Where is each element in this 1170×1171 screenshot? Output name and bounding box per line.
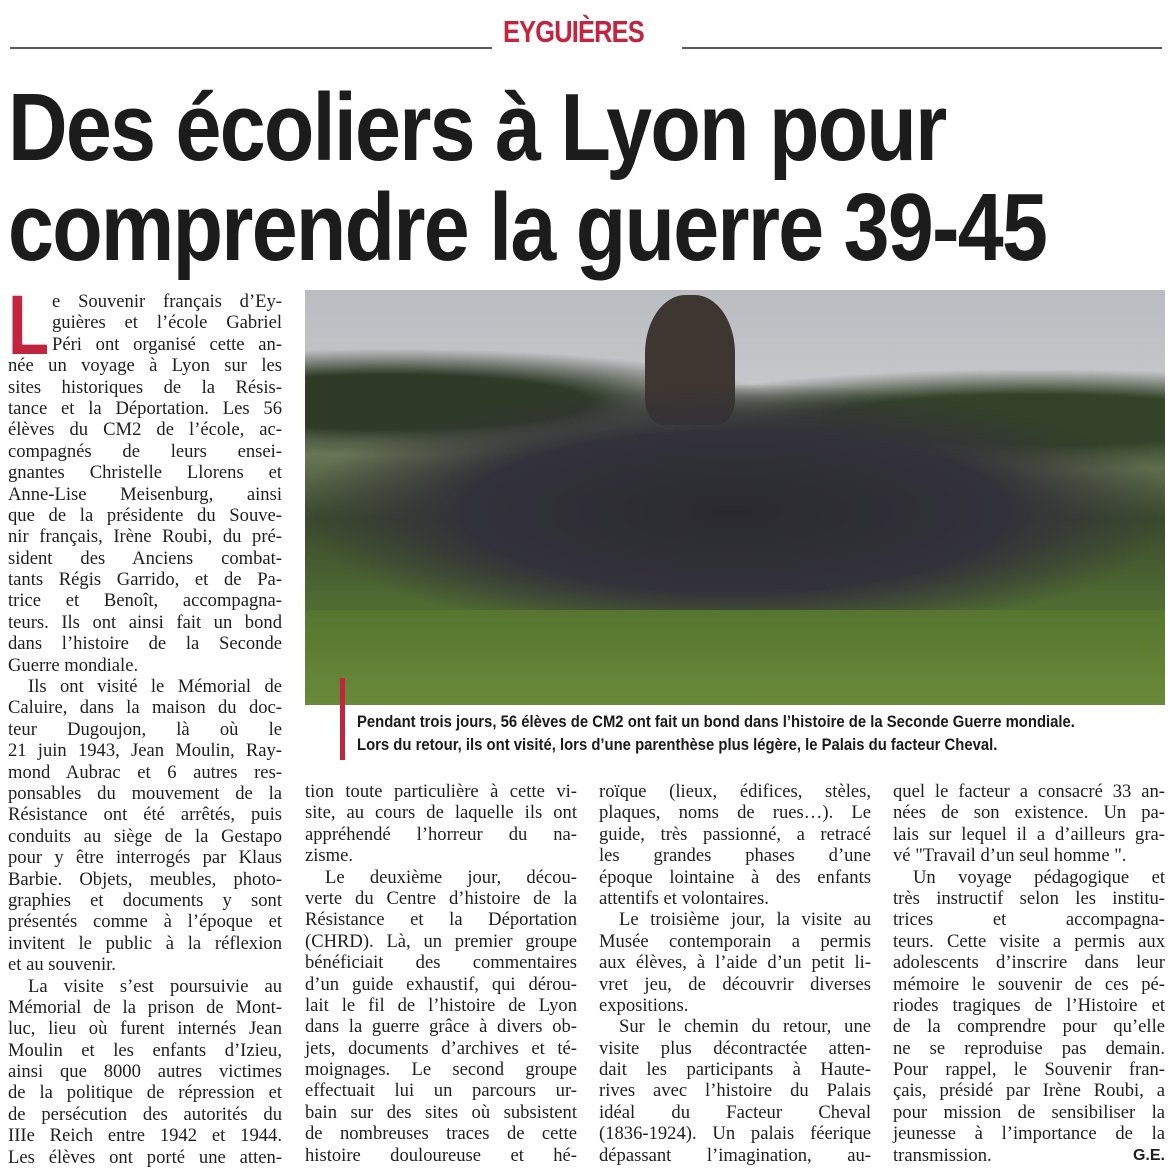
article-line: Caluire, dans la maison du doc- bbox=[8, 697, 282, 719]
article-line: Un voyage pédagogique et bbox=[913, 866, 1165, 888]
group-photo bbox=[305, 290, 1165, 705]
article-line: idéal du Facteur Cheval bbox=[599, 1101, 871, 1123]
article-line bbox=[893, 1145, 1165, 1166]
article-line: et au souvenir. bbox=[8, 954, 116, 976]
article-line: jeunesse à l’importance de la bbox=[893, 1123, 1165, 1145]
article-line: site, au cours de laquelle ils ont bbox=[305, 802, 577, 824]
article-line: riodes tragiques de l’Histoire et bbox=[893, 994, 1165, 1016]
article-line: sites historiques de la Résis- bbox=[8, 376, 282, 398]
article-line: rives avec l’histoire du Palais bbox=[599, 1080, 871, 1102]
article-line: de nombreuses traces de cette bbox=[305, 1123, 577, 1145]
article-line: dans l’histoire de la Seconde bbox=[8, 633, 282, 655]
article-line: visite plus décontractée atten- bbox=[599, 1037, 871, 1059]
article-line: teurs. Cette visite a permis aux bbox=[893, 930, 1165, 952]
article-line: mond Aubrac et 6 autres res- bbox=[8, 761, 282, 783]
article-line: de la politique de répression et bbox=[8, 1082, 282, 1104]
article-line: mémoire le souvenir de ces pé- bbox=[893, 973, 1165, 995]
article-line: guières et l’école Gabriel bbox=[52, 312, 282, 334]
article-line: graphies et documents y sont bbox=[8, 889, 282, 911]
article-line: moignages. Le second groupe bbox=[305, 1059, 577, 1081]
article-line: née un voyage à Lyon sur les bbox=[8, 355, 282, 377]
article-line: pour mission de sensibiliser la bbox=[893, 1101, 1165, 1123]
article-line: sident des Anciens combat- bbox=[8, 547, 282, 569]
article-line: trices et accompagna- bbox=[893, 909, 1165, 931]
article-line: e Souvenir français d’Ey- bbox=[52, 291, 282, 312]
article-line: Pour rappel, le Souvenir fran- bbox=[893, 1059, 1165, 1081]
article-line: adolescents d’inscrire dans leur bbox=[893, 952, 1165, 974]
article-line: teurs. Ils ont ainsi fait un bond bbox=[8, 611, 282, 633]
headline bbox=[8, 74, 1047, 281]
article-line-text: transmission. bbox=[893, 1144, 992, 1166]
article-line: conduits au siège de la Gestapo bbox=[8, 825, 282, 847]
article-line: Barbie. Objets, meubles, photo- bbox=[8, 868, 282, 890]
article-line: Moulin et les enfants d’Izieu, bbox=[8, 1039, 282, 1061]
drop-cap: L bbox=[8, 278, 50, 372]
section-label: EYGUIÈRES bbox=[503, 14, 644, 49]
article-line: guide, très passionné, a retracé bbox=[599, 823, 871, 845]
article-line: appréhendé l’horreur du na- bbox=[305, 823, 577, 845]
article-line: vé "Travail d’un seul homme ". bbox=[893, 845, 1127, 867]
rubric-rule-left bbox=[10, 47, 492, 49]
article-line: les grandes phases d’une bbox=[599, 845, 871, 867]
article-line: attentifs et volontaires. bbox=[599, 887, 769, 909]
article-line: roïque (lieux, édifices, stèles, bbox=[599, 781, 871, 802]
article-line: Musée contemporain a permis bbox=[599, 930, 871, 952]
article-line: que de la présidente du Souve- bbox=[8, 504, 282, 526]
article-column-1 bbox=[8, 278, 282, 1168]
article-line: çais, présidé par Irène Roubi, a bbox=[893, 1080, 1165, 1102]
article-line: bénéficiait des commentaires bbox=[305, 952, 577, 974]
photo-student-group bbox=[305, 385, 1165, 615]
article-line: histoire douloureuse et hé- bbox=[305, 1144, 577, 1166]
article-line: élèves du CM2 de l’école, ac- bbox=[8, 419, 282, 441]
article-line: compagnés de leurs ensei- bbox=[8, 440, 282, 462]
article-line: lait le fil de l’histoire de Lyon bbox=[305, 994, 577, 1016]
headline-line-1: Des écoliers à Lyon pour bbox=[8, 74, 946, 181]
article-line: lais sur lequel il a d’ailleurs gra- bbox=[893, 823, 1165, 845]
article-line: ponsables du mouvement de la bbox=[8, 782, 282, 804]
article-line: nées de son existence. Un pa- bbox=[893, 802, 1165, 824]
article-line: (1836-1924). Un palais féerique bbox=[599, 1123, 871, 1145]
article-line: zisme. bbox=[305, 845, 354, 867]
article-line: tance et la Déportation. Les 56 bbox=[8, 397, 282, 419]
article-line: Le deuxième jour, décou- bbox=[325, 866, 577, 888]
article-line: La visite s’est poursuivie au bbox=[28, 975, 282, 997]
article-line: dans la guerre grâce à divers ob- bbox=[305, 1016, 577, 1038]
article-line: tion toute particulière à cette vi- bbox=[305, 781, 577, 802]
article-line: Résistance ont été arrêtés, puis bbox=[8, 804, 282, 826]
article-line: bain sur des sites où subsistent bbox=[305, 1101, 577, 1123]
caption-accent-bar bbox=[340, 678, 345, 760]
article-line: aux élèves, à l’aide d’un petit li- bbox=[599, 952, 871, 974]
article-line: gnantes Christelle Llorens et bbox=[8, 462, 282, 484]
article-line: Le troisième jour, la visite au bbox=[619, 909, 871, 931]
article-column-3 bbox=[599, 781, 871, 1166]
article-line: tants Régis Garrido, et de Pa- bbox=[8, 569, 282, 591]
article-line: 21 juin 1943, Jean Moulin, Ray- bbox=[8, 740, 282, 762]
article-column-4 bbox=[893, 781, 1165, 1166]
article-line: Mémorial de la prison de Mont- bbox=[8, 996, 282, 1018]
article-line: Résistance et la Déportation bbox=[305, 909, 577, 931]
article-line: Péri ont organisé cette an- bbox=[52, 333, 282, 355]
rubric-rule-right bbox=[682, 47, 1162, 49]
article-line: expositions. bbox=[599, 994, 689, 1016]
author-signature: G.E. bbox=[1132, 1146, 1165, 1164]
article-line: Anne-Lise Meisenburg, ainsi bbox=[8, 483, 282, 505]
article-column-2 bbox=[305, 781, 577, 1166]
article-line: vret jeu, de découvrir diverses bbox=[599, 973, 871, 995]
article-line: trice et Benoît, accompagna- bbox=[8, 590, 282, 612]
article-line: Les élèves ont porté une atten- bbox=[8, 1146, 282, 1168]
section-rubric bbox=[0, 8, 1170, 48]
article-line: de la comprendre pour qu’elle bbox=[893, 1016, 1165, 1038]
article-line: jets, documents d’archives et té- bbox=[305, 1037, 577, 1059]
article-line: quel le facteur a consacré 33 an- bbox=[893, 781, 1165, 802]
article-line: Sur le chemin du retour, une bbox=[619, 1016, 871, 1038]
article-line: de persécution des autorités du bbox=[8, 1103, 282, 1125]
article-line: Ils ont visité le Mémorial de bbox=[28, 676, 282, 698]
article-line: dépassant l’imagination, au- bbox=[599, 1144, 871, 1166]
article-line: teur Dugoujon, là où le bbox=[8, 718, 282, 740]
article-line: plaques, noms de rues…). Le bbox=[599, 802, 871, 824]
caption-line-2: Lors du retour, ils ont visité, lors d’une parenthèse plus légère, le Palais du facteur Cheval. bbox=[357, 736, 998, 754]
article-line: IIIe Reich entre 1942 et 1944. bbox=[8, 1125, 282, 1147]
article-line: présentés comme à l’époque et bbox=[8, 911, 282, 933]
article-line: (CHRD). Là, un premier groupe bbox=[305, 930, 577, 952]
headline-line-2: comprendre la guerre 39-45 bbox=[8, 174, 1047, 281]
article-line: invitent le public à la réflexion bbox=[8, 932, 282, 954]
article-line: Guerre mondiale. bbox=[8, 654, 139, 676]
photo-caption bbox=[357, 711, 1075, 757]
article-line: nir français, Irène Roubi, du pré- bbox=[8, 526, 282, 548]
article-line: verte du Centre d’histoire de la bbox=[305, 887, 577, 909]
caption-line-1: Pendant trois jours, 56 élèves de CM2 ont fait un bond dans l’histoire de la Seconde Guerre mondiale. bbox=[357, 713, 1075, 731]
article-line: dait les participants à Haute- bbox=[599, 1059, 871, 1081]
article-line: très instructif selon les institu- bbox=[893, 887, 1165, 909]
article-line: ne se reproduise pas demain. bbox=[893, 1037, 1165, 1059]
article-line: d’un guide exhaustif, qui dérou- bbox=[305, 973, 577, 995]
article-line: époque lointaine à des enfants bbox=[599, 866, 871, 888]
photo-lawn bbox=[305, 610, 1165, 705]
article-line: pour y être interrogés par Klaus bbox=[8, 847, 282, 869]
article-line: ainsi que 8000 autres victimes bbox=[8, 1061, 282, 1083]
article-line: effectuait lui un parcours ur- bbox=[305, 1080, 577, 1102]
article-line: luc, lieu où furent internés Jean bbox=[8, 1018, 282, 1040]
